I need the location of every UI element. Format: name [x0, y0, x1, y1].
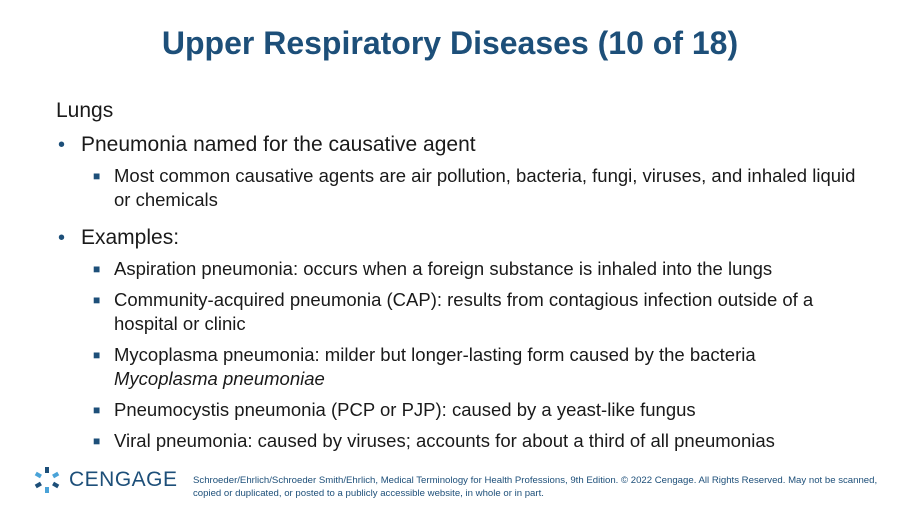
bullet-text: Examples:: [81, 226, 180, 249]
sub-bullet-text: Community-acquired pneumonia (CAP): results from contagious infection outside of a hospital or clinic: [114, 289, 814, 334]
sub-bullet-text: Mycoplasma pneumonia: milder but longer-lasting form caused by the bacteria: [114, 344, 756, 365]
sub-bullet-cap: [56, 288, 876, 336]
sub-bullet-text: Most common causative agents are air pollution, bacteria, fungi, viruses, and inhaled liquid or chemicals: [114, 165, 856, 210]
bullet-square-icon: ■: [93, 293, 101, 307]
cengage-logo: [33, 466, 178, 494]
bullet-square-icon: ■: [93, 348, 101, 362]
sub-bullet-text: Viral pneumonia: caused by viruses; accounts for about a third of all pneumonias: [114, 430, 775, 451]
bullet-square-icon: ■: [93, 403, 101, 417]
bullet-examples: [56, 225, 876, 251]
bullet-square-icon: ■: [93, 434, 101, 448]
species-name: Mycoplasma pneumoniae: [114, 368, 325, 389]
logo-text: CENGAGE: [69, 468, 178, 491]
section-heading: Lungs: [56, 99, 114, 122]
sub-bullet-mycoplasma: [56, 343, 876, 391]
sub-bullet-aspiration: [56, 257, 876, 281]
bullet-dot-icon: •: [58, 227, 66, 249]
bullet-square-icon: ■: [93, 169, 101, 183]
cengage-mark-icon: [33, 466, 61, 494]
sub-bullet-causative-agents: [56, 164, 876, 212]
sub-bullet-text: Pneumocystis pneumonia (PCP or PJP): caused by a yeast-like fungus: [114, 399, 696, 420]
bullet-text: Pneumonia named for the causative agent: [81, 133, 476, 156]
slide-title: Upper Respiratory Diseases (10 of 18): [161, 25, 739, 61]
bullet-dot-icon: •: [58, 134, 66, 156]
copyright-notice: Schroeder/Ehrlich/Schroeder Smith/Ehrlich, Medical Terminology for Health Professions, 9th Edition. © 2022 Cengage. All Rights Reserved. May not be scanned, copied or duplicated, or posted to a publicly accessible website, in whole or in part.: [193, 475, 878, 499]
sub-bullet-viral: [56, 429, 876, 453]
bullet-square-icon: ■: [93, 262, 101, 276]
slide-content: [56, 98, 876, 460]
sub-bullet-pneumocystis: [56, 398, 876, 422]
bullet-pneumonia-naming: [56, 132, 876, 158]
sub-bullet-text: Aspiration pneumonia: occurs when a foreign substance is inhaled into the lungs: [114, 258, 773, 279]
